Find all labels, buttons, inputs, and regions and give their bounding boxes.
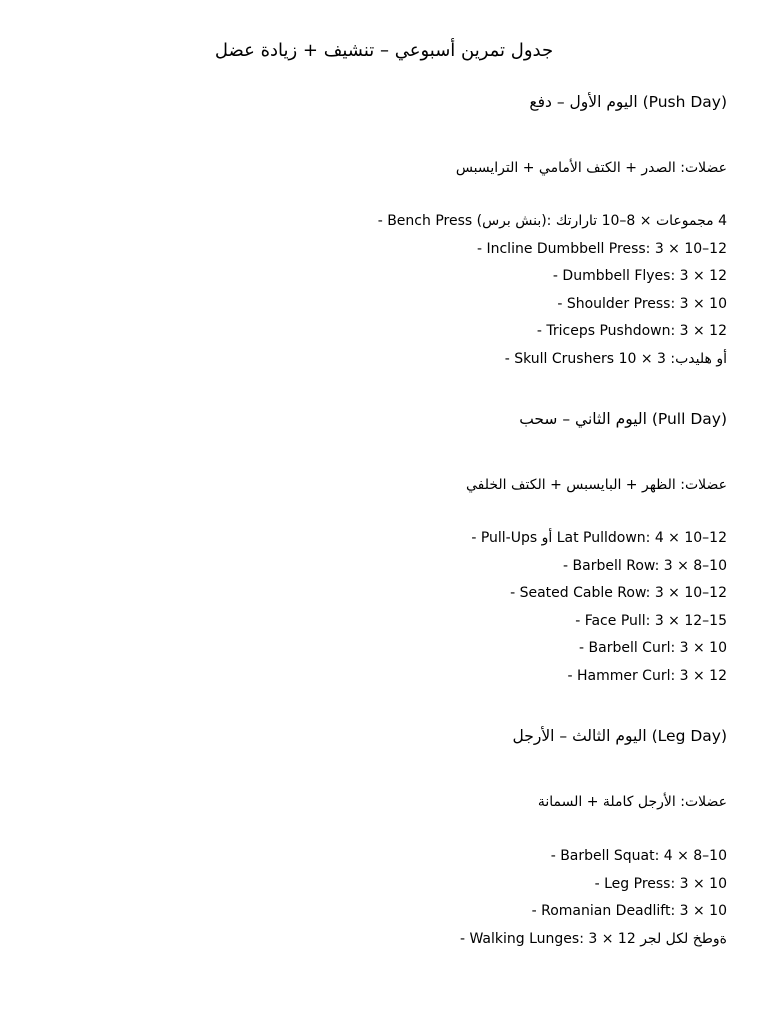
day-heading-push: اليوم الأول – دفع (Push Day) <box>529 93 727 111</box>
exercise-item: - Incline Dumbbell Press: 3 × 10–12 <box>476 240 727 257</box>
exercise-item: - Dumbbell Flyes: 3 × 12 <box>552 268 727 285</box>
exercise-item: - Skull Crushers أو هليدب: 3 × 10 <box>504 350 727 367</box>
exercise-item: - Bench Press (بنش برس): 4 مجموعات × 8–10 تارارتك <box>377 213 727 229</box>
muscles-line-legs: عضلات: الأرجل كاملة + السمانة <box>537 794 727 810</box>
exercise-list-push <box>378 208 727 374</box>
day-heading-legs: اليوم الثالث – الأرجل (Leg Day) <box>512 727 727 745</box>
exercise-item: - Barbell Row: 3 × 8–10 <box>563 557 727 574</box>
exercise-item: - Barbell Curl: 3 × 10 <box>579 640 727 657</box>
exercise-item: - Leg Press: 3 × 10 <box>594 875 727 892</box>
exercise-item: - Barbell Squat: 4 × 8–10 <box>550 848 727 864</box>
exercise-item: - Triceps Pushdown: 3 × 12 <box>536 323 727 340</box>
day-heading-pull: اليوم الثاني – سحب (Pull Day) <box>519 410 727 428</box>
exercise-list-legs <box>460 843 727 953</box>
exercise-list-pull <box>471 525 727 691</box>
exercise-item: - Hammer Curl: 3 × 12 <box>567 667 727 684</box>
exercise-item: - Romanian Deadlift: 3 × 10 <box>531 903 727 920</box>
muscles-line-pull: عضلات: الظهر + البايسبس + الكتف الخلفي <box>465 477 727 493</box>
exercise-item: - Shoulder Press: 3 × 10 <box>557 295 727 312</box>
exercise-item: - Walking Lunges: 3 × 12 ةوطخ لكل لجر <box>459 930 727 947</box>
document-title: جدول تمرين أسبوعي – تنشيف + زيادة عضل <box>214 40 554 61</box>
muscles-line-push: عضلات: الصدر + الكتف الأمامي + الترايسبس <box>455 160 727 176</box>
exercise-item: - Seated Cable Row: 3 × 10–12 <box>510 585 727 602</box>
exercise-item: - Face Pull: 3 × 12–15 <box>575 612 727 629</box>
exercise-item: - Pull-Ups أو Lat Pulldown: 4 × 10–12 <box>471 530 727 546</box>
